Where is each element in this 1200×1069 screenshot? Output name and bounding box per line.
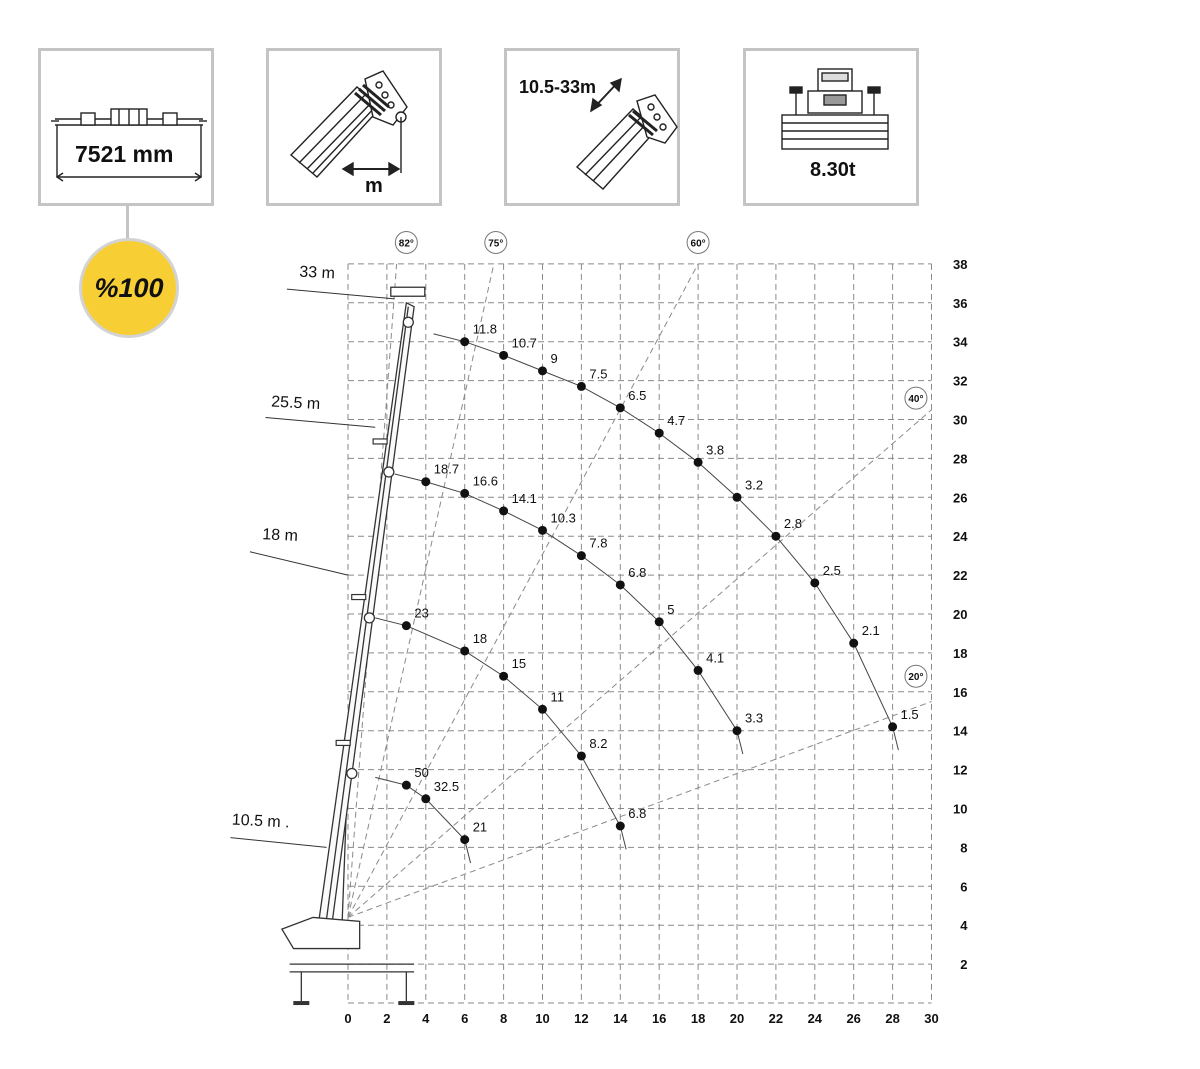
load-point (577, 751, 586, 760)
load-value-label: 7.8 (589, 535, 608, 551)
load-point (888, 722, 897, 731)
load-value-label: 10.3 (550, 510, 576, 526)
load-value-label: 10.7 (511, 335, 537, 351)
load-value-label: 16.6 (472, 473, 499, 489)
load-point (616, 580, 625, 589)
y-tick-label: 20 (953, 607, 968, 622)
angle-label: 60° (690, 238, 706, 250)
y-tick-label: 2 (960, 957, 968, 973)
load-percentage-badge: %100 (79, 238, 179, 338)
load-value-label: 6.8 (628, 806, 647, 822)
load-value-label: 2.1 (861, 623, 880, 639)
x-tick-label: 14 (613, 1011, 628, 1026)
load-value-label: 1.5 (900, 706, 919, 722)
load-point (421, 794, 430, 803)
counterweight-label: 8.30t (810, 159, 856, 181)
boom-section-joint (336, 740, 350, 745)
y-tick-label: 30 (953, 412, 968, 428)
x-tick-label: 0 (344, 1011, 352, 1026)
boom-length-label: 10.5 m . (231, 811, 291, 832)
load-point (460, 835, 469, 844)
y-tick-label: 10 (953, 801, 968, 817)
load-value-label: 6.8 (628, 564, 647, 580)
load-value-label: 2.8 (783, 516, 802, 532)
load-value-label: 3.3 (745, 710, 764, 726)
y-tick-label: 36 (953, 295, 968, 311)
boom-length-label: 33 m (298, 263, 336, 283)
load-value-label: 18.7 (433, 461, 460, 477)
load-value-label: 3.2 (745, 477, 764, 493)
angle-label: 75° (488, 238, 504, 250)
chart-labels (230, 232, 968, 1026)
load-point (694, 458, 703, 467)
load-value-label: 11 (550, 689, 564, 705)
y-tick-label: 4 (960, 918, 968, 934)
outrigger-pad-left (293, 1001, 309, 1005)
load-point (616, 403, 625, 412)
crane-cab (282, 917, 360, 948)
load-point (577, 551, 586, 560)
angle-label: 82° (398, 238, 414, 250)
boom-section-joint (373, 439, 387, 444)
y-tick-label: 8 (960, 840, 968, 856)
x-tick-label: 24 (807, 1011, 823, 1026)
load-point (499, 672, 508, 681)
hook-block (403, 317, 413, 327)
y-tick-label: 34 (953, 334, 968, 350)
load-value-label: 23 (414, 605, 429, 621)
x-tick-label: 2 (383, 1011, 391, 1026)
load-value-label: 6.5 (628, 387, 647, 403)
load-value-label: 4.7 (667, 413, 686, 429)
load-value-label: 18 (472, 630, 488, 646)
y-tick-label: 32 (953, 373, 968, 389)
load-value-label: 8.2 (589, 735, 608, 751)
y-tick-label: 12 (953, 762, 968, 778)
hook-block (347, 768, 357, 778)
y-tick-label: 26 (953, 490, 968, 506)
x-tick-label: 8 (499, 1011, 508, 1026)
angle-label: 20° (908, 672, 924, 684)
x-tick-label: 28 (885, 1011, 900, 1026)
load-point (577, 382, 586, 391)
outrigger-pad-right (398, 1001, 414, 1005)
boom-length-leader (287, 289, 395, 299)
x-tick-label: 16 (651, 1011, 667, 1026)
y-tick-label: 18 (953, 645, 968, 661)
x-tick-label: 6 (461, 1011, 469, 1026)
load-value-label: 32.5 (433, 778, 460, 794)
y-tick-label: 16 (953, 684, 968, 700)
y-tick-label: 38 (953, 256, 968, 272)
boom-length-label: 18 m (261, 526, 299, 546)
x-tick-label: 26 (846, 1011, 861, 1026)
load-point (499, 506, 508, 515)
load-point (538, 526, 547, 535)
x-tick-label: 22 (768, 1011, 784, 1026)
y-tick-label: 28 (953, 451, 968, 467)
boom-head (391, 287, 425, 296)
boom-length-label: 10.5-33m (519, 77, 597, 97)
load-point (616, 822, 625, 831)
load-value-label: 15 (511, 656, 527, 672)
load-point (538, 366, 547, 375)
outrigger-width-label: 7521 mm (75, 141, 174, 167)
x-tick-label: 4 (422, 1011, 430, 1026)
load-point (402, 621, 411, 630)
y-tick-label: 22 (953, 568, 968, 584)
hook-block (384, 467, 394, 477)
load-value-label: 3.8 (706, 442, 725, 458)
load-point (810, 578, 819, 587)
load-point (655, 429, 664, 438)
load-point (733, 726, 742, 735)
boom-length-leader (230, 838, 326, 848)
load-point (460, 337, 469, 346)
load-value-label: 7.5 (589, 366, 608, 382)
boom-length-leader (250, 552, 348, 575)
x-tick-label: 30 (924, 1011, 939, 1026)
load-value-label: 50 (414, 765, 429, 781)
x-tick-label: 20 (729, 1011, 745, 1026)
x-tick-label: 10 (535, 1011, 550, 1026)
load-point (421, 477, 430, 486)
x-tick-label: 18 (690, 1011, 706, 1026)
angle-label: 40° (908, 394, 924, 406)
hook-block (364, 613, 374, 623)
boom-section-joint (352, 595, 366, 600)
load-point (402, 781, 411, 790)
load-value-label: 14.1 (511, 490, 537, 506)
x-tick-label: 12 (574, 1011, 589, 1026)
load-value-label: 5 (667, 601, 675, 617)
load-point (460, 489, 469, 498)
load-point (771, 532, 780, 541)
load-point (849, 639, 858, 648)
boom-length-label: 25.5 m (270, 393, 321, 414)
load-value-label: 2.5 (822, 562, 841, 578)
chart-grid (348, 264, 932, 1003)
load-point (694, 666, 703, 675)
load-point (460, 646, 469, 655)
boom-radius-label: m (365, 175, 383, 197)
load-point (655, 617, 664, 626)
y-tick-label: 14 (953, 723, 968, 739)
load-point (733, 493, 742, 502)
load-value-label: 21 (472, 819, 488, 835)
load-point (499, 351, 508, 360)
angle-line-40 (348, 410, 932, 918)
y-tick-label: 6 (960, 879, 968, 895)
load-point (538, 705, 547, 714)
load-value-label: 9 (550, 350, 558, 366)
y-tick-label: 24 (953, 529, 968, 545)
load-value-label: 11.8 (472, 321, 498, 337)
load-value-label: 4.1 (706, 650, 725, 666)
